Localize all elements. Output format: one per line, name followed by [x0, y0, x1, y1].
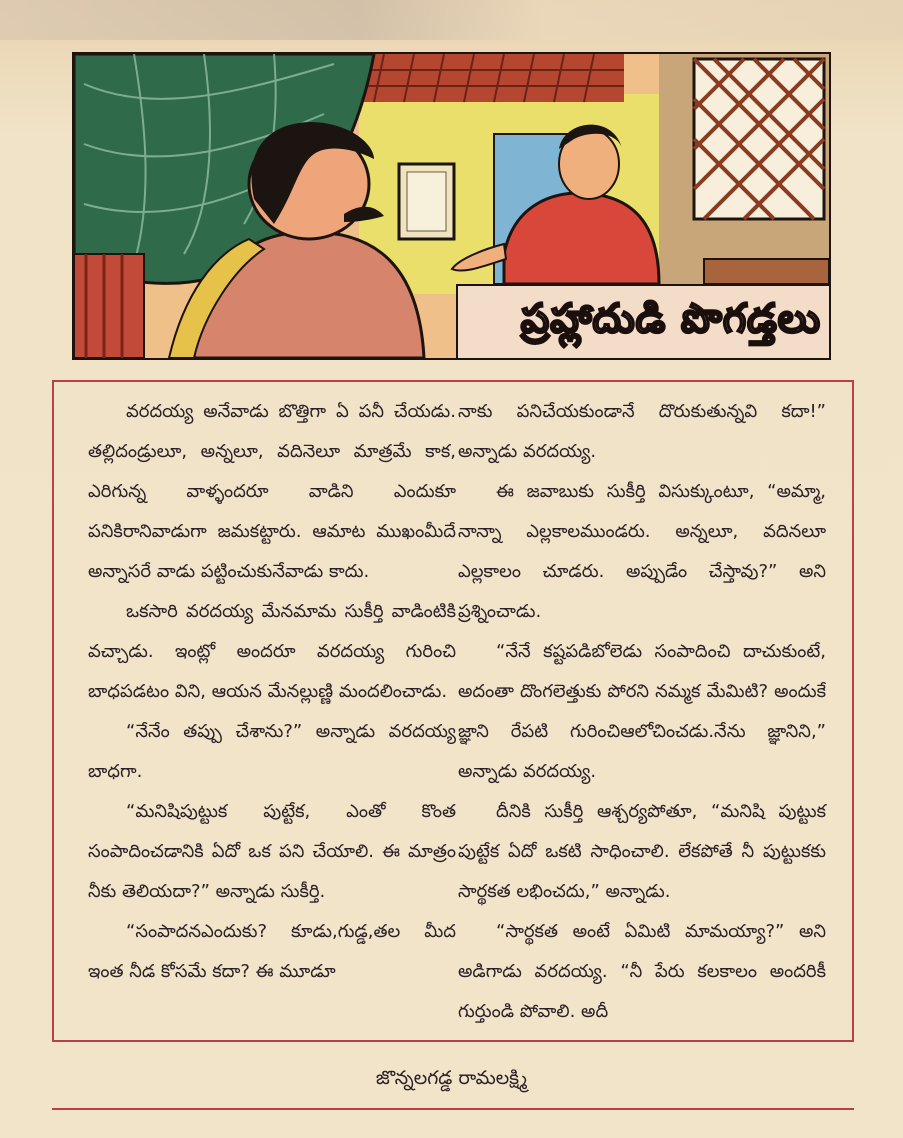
paragraph: ఈ జవాబుకు సుకీర్తి విసుక్కుంటూ, “అమ్మా, నాన్నా ఎల్లకాలముండరు. అన్నలూ, వదినలూ ఎల్లకాలం చూడరు. అప్పుడేం చేస్తావు?” అని ప్రశ్నించాడు. — [458, 481, 826, 622]
story-illustration — [72, 52, 831, 360]
bottom-rule — [52, 1108, 854, 1110]
right-column — [458, 392, 826, 1032]
title-panel — [456, 284, 831, 360]
author-name: జొన్నలగడ్డ రామలక్ష్మి — [375, 1067, 528, 1089]
paragraph: వరదయ్య అనేవాడు బొత్తిగా ఏ పనీ చేయడు. తల్లిదండ్రులూ, అన్నలూ, వదినెలూ మాత్రమే కాక, ఎరిగున్న వాళ్ళందరూ వాడిని ఎందుకూ పనికిరానివాడుగా జమకట్టారు. ఆమాట ముఖంమీదే అన్నాసరే వాడు పట్టించుకునేవాడు కాదు. — [88, 401, 456, 582]
paragraph: ఒకసారి వరదయ్య మేనమామ సుకీర్తి వాడింటికి వచ్చాడు. ఇంట్లో అందరూ వరదయ్య గురించి బాధపడటం విని, ఆయన మేనల్లుణ్ణి మందలించాడు. — [88, 601, 456, 702]
story-title: ప్రహ్లాదుడి పొగడ్తలు — [520, 296, 821, 342]
paragraph: దీనికి సుకీర్తి ఆశ్చర్యపోతూ, “మనిషి పుట్టుక పుట్టేక ఏదో ఒకటి సాధించాలి. లేకపోతే నీ పుట్టుకకు సార్థకత లభించదు,” అన్నాడు. — [458, 801, 826, 902]
paper-stain — [0, 0, 903, 40]
paragraph: “నేనేం తప్పు చేశాను?” అన్నాడు వరదయ్య బాధగా. — [88, 721, 456, 782]
paragraph: నాకు పనిచేయకుండానే దొరుకుతున్నవి కదా!” అన్నాడు వరదయ్య. — [458, 401, 826, 462]
paragraph: “సంపాదనఎందుకు? కూడు,గుడ్డ,తల మీద ఇంత నీడ కోసమే కదా? ఈ మూడూ — [88, 921, 456, 982]
left-column — [88, 392, 456, 992]
paragraph: “సార్థకత అంటే ఏమిటి మామయ్యా?” అని అడిగాడు వరదయ్య. “నీ పేరు కలకాలం అందరికీ గుర్తుండి పోవాలి. అదీ — [458, 921, 826, 1022]
paragraph: “నేనే కష్టపడిబోలెడు సంపాదించి దాచుకుంటే, అదంతా దొంగలెత్తుకు పోరని నమ్మక మేమిటి? అందుకే జ్ఞాని రేపటి గురించిఆలోచించడు.నేను జ్ఞానిని,” అన్నాడు వరదయ్య. — [458, 641, 826, 782]
paragraph: “మనిషిపుట్టుక పుట్టేక, ఎంతో కొంత సంపాదించడానికి ఏదో ఒక పని చేయాలి. ఈ మాత్రం నీకు తెలియదా?” అన్నాడు సుకీర్తి. — [88, 801, 456, 902]
